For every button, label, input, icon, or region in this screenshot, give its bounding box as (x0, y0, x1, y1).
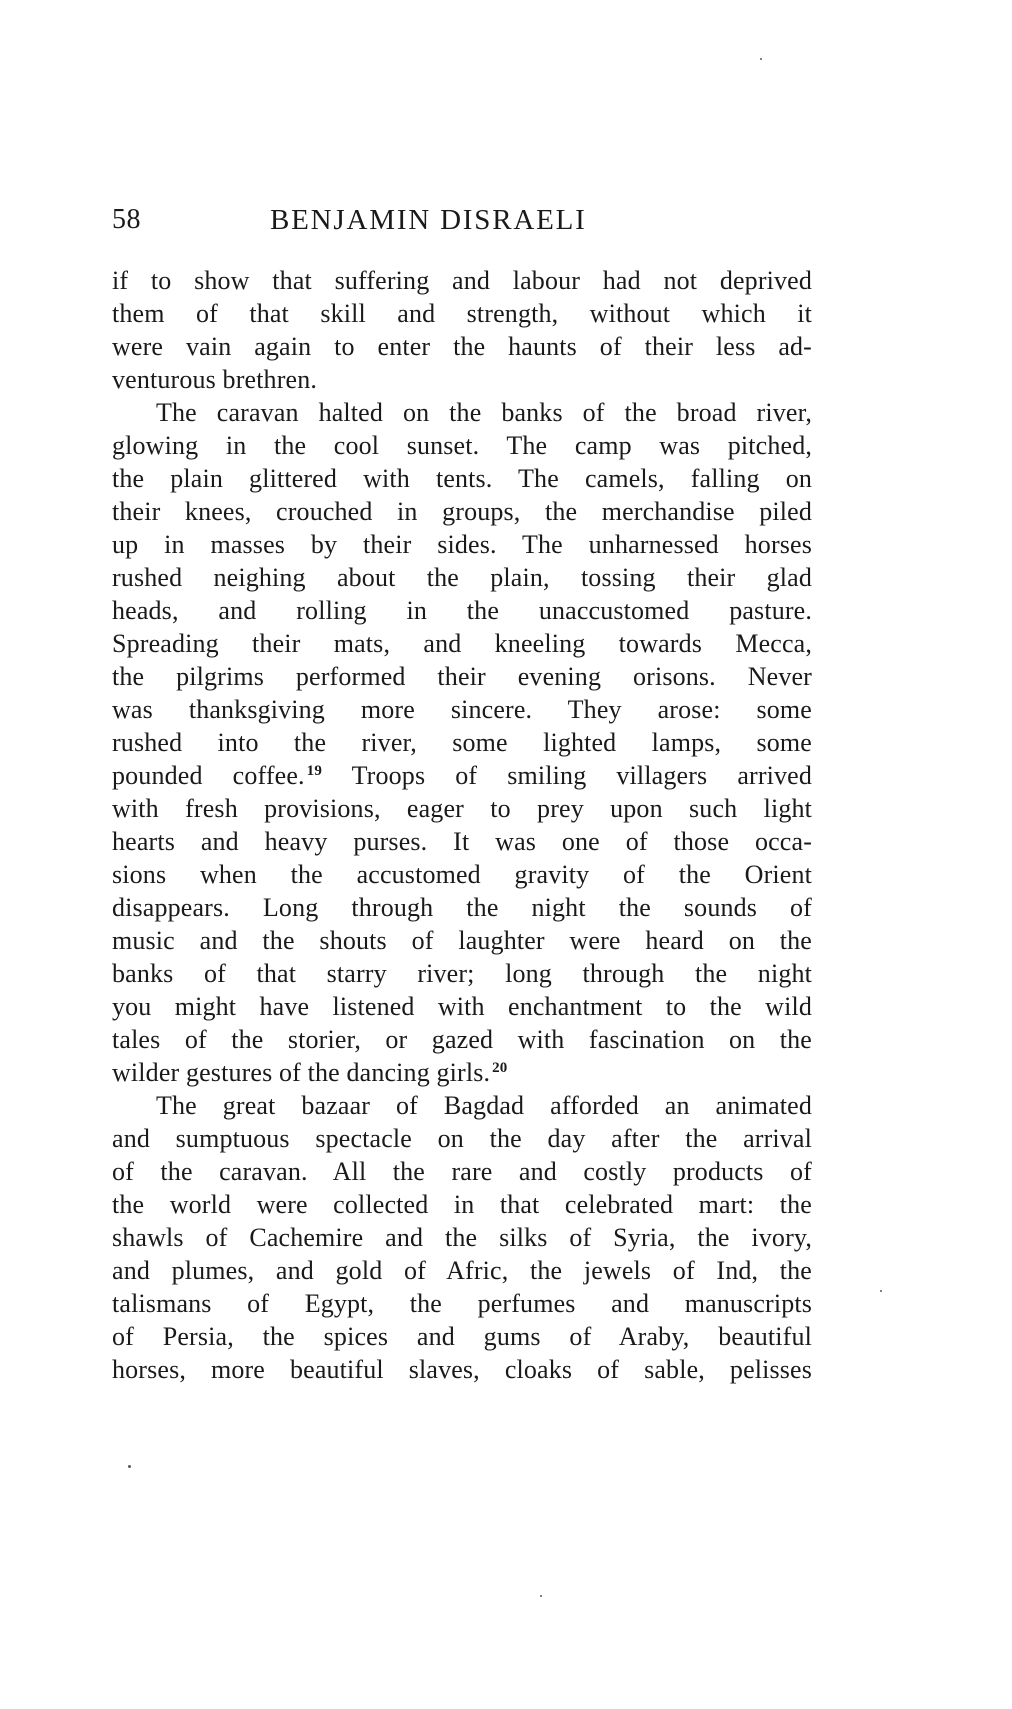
scan-speck (128, 1465, 131, 1468)
text-line-with-footnote (112, 759, 812, 792)
footnote-marker-19: 19 (306, 763, 322, 779)
paragraph-1 (112, 264, 812, 396)
text-line: the plain glittered with tents. The camels, falling on (112, 464, 812, 493)
page-number: 58 (112, 204, 141, 235)
text-line: tales of the storier, or gazed with fascination on the (112, 1025, 812, 1054)
book-title: BENJAMIN DISRAELI (270, 204, 587, 236)
text-line: rushed neighing about the plain, tossing their glad (112, 563, 812, 592)
text-line: them of that skill and strength, without which it (112, 299, 812, 328)
text-line: disappears. Long through the night the sounds of (112, 893, 812, 922)
text-line: talismans of Egypt, the perfumes and manuscripts (112, 1289, 812, 1318)
text-line: up in masses by their sides. The unharnessed horses (112, 530, 812, 559)
line-text: wilder gestures of the dancing girls. (112, 1058, 491, 1087)
text-line: and sumptuous spectacle on the day after the arrival (112, 1124, 812, 1153)
text-line-with-footnote (112, 1056, 812, 1089)
scan-speck (760, 58, 762, 60)
scan-speck (540, 1595, 542, 1597)
text-line: The great bazaar of Bagdad afforded an animated (156, 1091, 812, 1120)
text-line: were vain again to enter the haunts of their less ad- (112, 332, 812, 361)
text-line: horses, more beautiful slaves, cloaks of sable, pelisses (112, 1355, 812, 1384)
text-line: the world were collected in that celebrated mart: the (112, 1190, 812, 1219)
text-line: shawls of Cachemire and the silks of Syria, the ivory, (112, 1223, 812, 1252)
text-line: you might have listened with enchantment to the wild (112, 992, 812, 1021)
text-line: was thanksgiving more sincere. They arose: some (112, 695, 812, 724)
line-text: pounded coffee. (112, 761, 305, 790)
text-line: hearts and heavy purses. It was one of those occa- (112, 827, 812, 856)
text-line: The caravan halted on the banks of the broad river, (156, 398, 812, 427)
paragraph-2 (112, 396, 812, 1089)
text-line: music and the shouts of laughter were heard on the (112, 926, 812, 955)
text-line: if to show that suffering and labour had not deprived (112, 266, 812, 295)
footnote-marker-20: 20 (492, 1060, 508, 1076)
text-line: glowing in the cool sunset. The camp was pitched, (112, 431, 812, 460)
text-line: with fresh provisions, eager to prey upon such light (112, 794, 812, 823)
scan-speck (880, 1290, 882, 1292)
text-line: the pilgrims performed their evening orisons. Never (112, 662, 812, 691)
text-line: rushed into the river, some lighted lamps, some (112, 728, 812, 757)
text-line: of Persia, the spices and gums of Araby, beautiful (112, 1322, 812, 1351)
text-line: Spreading their mats, and kneeling towards Mecca, (112, 629, 812, 658)
text-line: banks of that starry river; long through the night (112, 959, 812, 988)
body-text (112, 264, 812, 1386)
text-line: venturous brethren. (112, 365, 318, 394)
paragraph-3 (112, 1089, 812, 1386)
text-line: of the caravan. All the rare and costly products of (112, 1157, 812, 1186)
text-line: and plumes, and gold of Afric, the jewels of Ind, the (112, 1256, 812, 1285)
text-line: sions when the accustomed gravity of the Orient (112, 860, 812, 889)
text-line: heads, and rolling in the unaccustomed pasture. (112, 596, 812, 625)
running-head (112, 200, 812, 240)
line-text: Troops of smiling villagers arrived (321, 761, 812, 790)
text-line: their knees, crouched in groups, the merchandise piled (112, 497, 812, 526)
